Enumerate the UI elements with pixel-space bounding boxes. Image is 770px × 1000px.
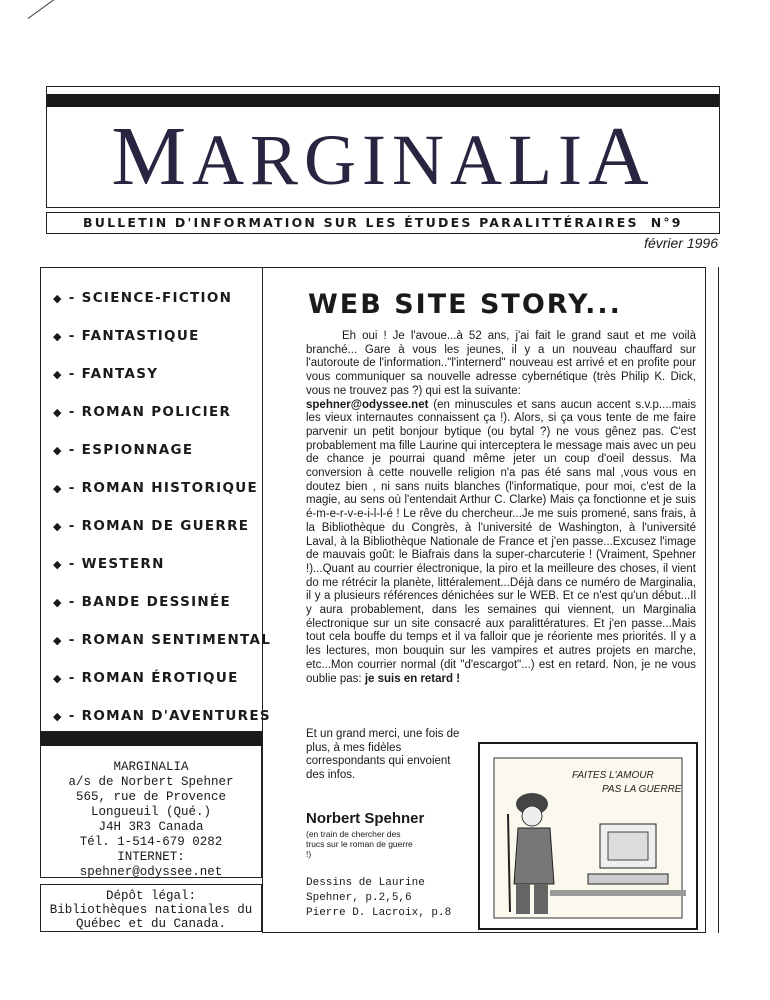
genre-item: ◆ - FANTASY <box>53 366 159 382</box>
genre-item: ◆ - ESPIONNAGE <box>53 442 194 458</box>
diamond-bullet-icon: ◆ <box>53 520 63 533</box>
genre-item: ◆ - ROMAN HISTORIQUE <box>53 480 259 496</box>
genre-item: ◆ - WESTERN <box>53 556 165 572</box>
diamond-bullet-icon: ◆ <box>53 672 63 685</box>
depot-line: Québec et du Canada. <box>75 917 227 931</box>
genre-item: ◆ - ROMAN ÉROTIQUE <box>53 670 239 686</box>
credit-line: Spehner, p.2,5,6 <box>306 892 412 904</box>
address-line: spehner@odyssee.net <box>79 865 223 879</box>
genre-item: ◆ - FANTASTIQUE <box>53 328 200 344</box>
thanks-text: Et un grand merci, une fois de plus, à mes fidèles correspondants qui envoient des infos. <box>306 728 460 782</box>
newsletter-subtitle: BULLETIN D'INFORMATION SUR LES ÉTUDES PARALITTÉRAIRES N°9 <box>46 212 720 234</box>
diamond-bullet-icon: ◆ <box>53 444 63 457</box>
article-headline: WEB SITE STORY... <box>308 289 622 320</box>
address-line: J4H 3R3 Canada <box>98 820 204 834</box>
address-line: a/s de Norbert Spehner <box>68 775 234 789</box>
genre-item: ◆ - ROMAN DE GUERRE <box>53 518 250 534</box>
legal-deposit <box>40 884 262 932</box>
diamond-bullet-icon: ◆ <box>53 558 63 571</box>
frame-line <box>718 267 719 933</box>
cartoon-caption-1: FAITES L'AMOUR <box>572 770 654 781</box>
author-name: Norbert Spehner <box>306 810 425 827</box>
diamond-bullet-icon: ◆ <box>53 406 63 419</box>
genre-item: ◆ - SCIENCE-FICTION <box>53 290 233 306</box>
divider-bar <box>40 732 262 746</box>
genre-item: ◆ - ROMAN POLICIER <box>53 404 232 420</box>
genre-item: ◆ - BANDE DESSINÉE <box>53 594 232 610</box>
credits <box>306 876 451 921</box>
cartoon-illustration <box>478 742 698 930</box>
genre-list <box>40 267 272 732</box>
credit-line: Pierre D. Lacroix, p.8 <box>306 907 452 919</box>
article-body: Eh oui ! Je l'avoue...à 52 ans, j'ai fait le grand saut et me voilà branché... Gare à vous les jeunes, il y a un nouveau chauffard sur l'autoroute de l'information.."l'internerd" nouveau est arrivé et en profite pour vous communiquer sa nouvelle adresse cybernétique (très Philip K. Dick, vous ne trouvez pas ?) qui est la suivante: spehner@odyssee.net (en minuscules et sans aucun accent s.v.p....mais les vieux internautes connaissent ça !). Alors, si ça vous tente de me faire parvenir un petit bonjour bytique (ou bytal ?) ne vous gênez pas. C'est probablement ma fille Laurine qui interceptera le message mais avec un peu de chance je pourrai quand même jeter un coup d'oeil dessus. Ma conversion à cette nouvelle religion n'a pas été sans mal ,vous vous en doutez bien , ni sans nuits blanches (l'informatique, pour moi, c'est de la magie, au sens où l'entendait Arthur C. Clarke) Mais ça fonctionne et je suis é-m-e-r-v-e-i-l-l-é ! Le rêve du chercheur...Je me suis promené, sans frais, à la Bibliothèque du Congrès, à l'université de Washington, à l'université Laval, à la Bibliothèque Nationale de France et j'en passe...Excusez l'image de mauvais goût: le Biafrais dans la super-charcuterie ! (Vraiment, Spehner !)...Quant au courrier électronique, la piro et la meilleure des choses, il vient do me rétrécir la planète, littéralement...Déjà dans ce numéro de Marginalia, il y a plusieurs références dénichées sur le WEB. Et ce n'est qu'un début...Il y aura probablement, dans les semaines qui viennent, un Marginalia électronique sur un site consacré aux paralittératures. Et j'en passe...Mais tout cela bouffe du temps et il va falloir que je réoriente mes priorités. Il y a les lectures, mon bouquin sur les vampires et autres projets en marche, etc...Mon courrier normal (dit "d'escargot"...) est en retard. Non, je ne vous oublie pas: je suis en retard ! <box>306 330 696 685</box>
address-line: Longueuil (Qué.) <box>90 805 212 819</box>
diamond-bullet-icon: ◆ <box>53 482 63 495</box>
diamond-bullet-icon: ◆ <box>53 368 63 381</box>
diamond-bullet-icon: ◆ <box>53 710 63 723</box>
credit-line: Dessins de Laurine <box>306 877 425 889</box>
address-line: INTERNET: <box>117 850 185 864</box>
address-block <box>40 746 262 878</box>
diamond-bullet-icon: ◆ <box>53 634 63 647</box>
depot-line: Dépôt légal: <box>105 889 196 903</box>
newsletter-title: MARGINALIA <box>111 110 655 203</box>
address-line: 565, rue de Provence <box>75 790 227 804</box>
email-link[interactable]: spehner@odyssee.net <box>306 398 429 411</box>
depot-line: Bibliothèques nationales du <box>49 903 253 917</box>
address-line: MARGINALIA <box>113 760 189 774</box>
cartoon-caption-2: PAS LA GUERRE <box>602 784 682 795</box>
genre-item: ◆ - ROMAN SENTIMENTAL <box>53 632 272 648</box>
diamond-bullet-icon: ◆ <box>53 330 63 343</box>
diamond-bullet-icon: ◆ <box>53 596 63 609</box>
author-note: (en train de chercher des trucs sur le roman de guerre !) <box>306 829 413 859</box>
genre-item: ◆ - ROMAN D'AVENTURES <box>53 708 271 724</box>
address-line: Tél. 1-514-679 0282 <box>79 835 223 849</box>
diamond-bullet-icon: ◆ <box>53 292 63 305</box>
issue-number: N°9 <box>650 215 683 230</box>
pen-mark <box>28 0 59 19</box>
masthead <box>46 86 720 208</box>
issue-date: février 1996 <box>644 235 718 251</box>
masthead-bar <box>47 94 719 107</box>
